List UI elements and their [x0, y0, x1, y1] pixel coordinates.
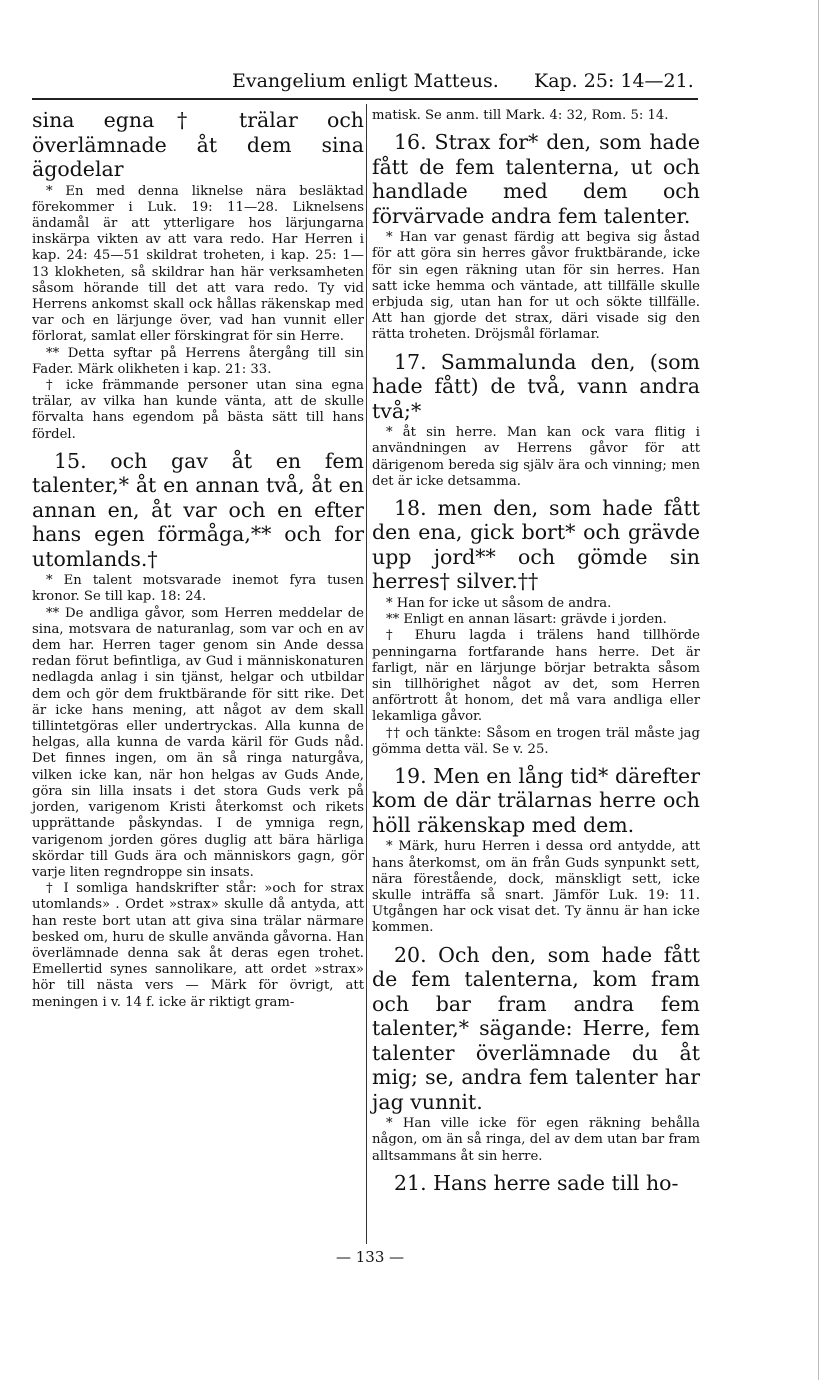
footnote: * En med denna liknelse nära besläktad förekommer i Luk. 19: 11—28. Liknelsens ändamål är att ytterligare hos lärjungarna inskärpa vikten av att vara redo. Har Herren i kap. 24: 45—51 skildrat troheten, i kap. 25: 1—13 klokheten, så skildrar han här verksamheten såsom hörande till det att vara redo. Ty vid Herrens ankomst skall ock hållas räkenskap med var och en lärjunge över, vad han vunnit eller förlorat, samlat eller förskingrat för sin Herre.: [32, 183, 364, 345]
header-rule: [32, 98, 698, 100]
verse-15: 15. och gav åt en fem talenter,* åt en annan två, åt en annan en, åt var och en efter hans egen förmåga,** och for utomlands.†: [32, 448, 364, 571]
verse-19: 19. Men en lång tid* därefter kom de där trälarnas herre och höll räkenskap med dem.: [372, 763, 700, 837]
running-header: [232, 70, 702, 96]
footnote: * En talent motsvarade inemot fyra tusen kronor. Se till kap. 18: 24.: [32, 573, 364, 605]
footnote: ** De andliga gåvor, som Herren meddelar de sina, motsvara de naturanlag, som var och en av dem har. Herren tager genom sin Ande dessa redan förut befintliga, av Gud i människonaturen nedlagda anlag i sin tjänst, helgar och utbildar dem och gör dem fruktbärande för sitt rike. Det är icke hans mening, att något av dem skall tillintetgöras eller undertryckas. Alla kunna de helgas, alla kunna de varda käril för Guds nåd. Det finnes ingen, om än så ringa naturgåva, vilken icke kan, när hon helgas av Guds Ande, göra sin lilla insats i det stora Guds verk på jorden, varigenom Kristi återkomst och rikets upprättande påskyndas. I de ymniga regn, varigenom jorden göres duglig att bära härliga skördar till Guds ära och människors gagn, gör varje liten regndroppe sin insats.: [32, 605, 364, 880]
footnote: ** Enligt en annan läsart: grävde i jorden.: [386, 612, 667, 628]
column-divider: [366, 104, 367, 1244]
right-column: [372, 108, 700, 1197]
footnote: * Han for icke ut såsom de andra.: [386, 595, 612, 611]
header-chapter: Kap. 25: 14—21.: [534, 70, 694, 92]
footnote: ** Detta syftar på Herrens återgång till sin Fader. Märk olikheten i kap. 21: 33.: [32, 345, 364, 377]
footnote: † icke främmande personer utan sina egna trälar, av vilka han kunde vänta, att de skulle förvalta hans egendom på bästa sätt till hans fördel.: [32, 377, 364, 442]
footnote: † Ehuru lagda i trälens hand tillhörde penningarna fortfarande hans herre. Det är farligt, när en lärjunge börjar betrakta såsom sin tillhörighet något av det, som Herren anförtrott åt honom, det må vara andliga eller lekamliga gåvor.: [372, 628, 700, 725]
footnote: * Han ville icke för egen räkning behålla någon, om än så ringa, del av dem utan bar fram alltsammans åt sin herre.: [372, 1116, 700, 1164]
footnote: * åt sin herre. Man kan ock vara flitig i användningen av Herrens gåvor för att därigenom bereda sig själv ära och vinning; men det är icke detsamma.: [372, 425, 700, 489]
footnote: * Märk, huru Herren i dessa ord antydde, att hans återkomst, om än från Guds synpunkt sett, nära förestående, dock, mänskligt sett, icke skulle inträffa så snart. Jämför Luk. 19: 11. Utgången har ock visat det. Ty ännu är han icke kommen.: [372, 839, 700, 936]
verse-21: 21. Hans herre sade till ho-: [394, 1170, 679, 1195]
header-title: Evangelium enligt Matteus.: [232, 70, 499, 92]
left-column: [32, 108, 364, 1011]
verse-17: 17. Sammalunda den, (som hade fått) de två, vann andra två;*: [372, 349, 700, 423]
verse-16: 16. Strax for* den, som hade fått de fem talenterna, ut och handlade med dem och förvärvade andra fem talenter.: [372, 130, 700, 228]
verse-18: 18. men den, som hade fått den ena, gick bort* och grävde upp jord** och gömde sin herres† silver.††: [372, 495, 700, 594]
footnote-continuation: matisk. Se anm. till Mark. 4: 32, Rom. 5: 14.: [372, 108, 669, 123]
verse-20: 20. Och den, som hade fått de fem talenterna, kom fram och bar fram andra fem talenter,* sägande: Herre, fem talenter överlämnade du åt mig; se, andra fem talenter har jag vunnit.: [372, 942, 700, 1114]
page-number: — 133 —: [336, 1248, 405, 1266]
footnote: † I somliga handskrifter står: »och for strax utomlands» . Ordet »strax» skulle då antyda, att han reste bort utan att giva sina trälar närmare besked om, huru de skulle använda gåvorna. Han överlämnade denna sak åt deras egen trohet. Emellertid synes sannolikare, att ordet »strax» hör till nästa vers — Märk för övrigt, att meningen i v. 14 f. icke är riktigt gram-: [32, 881, 364, 1010]
footnote: †† och tänkte: Såsom en trogen träl måste jag gömma detta väl. Se v. 25.: [372, 725, 700, 757]
scan-edge-line: [818, 0, 819, 1380]
footnote: * Han var genast färdig att begiva sig åstad för att göra sin herres gåvor fruktbärande, icke för sin egen räkning utan för sin herres. Han satt icke hemma och väntade, att tillfälle skulle erbjuda sig, utan han for ut och sökte tillfälle. Att han gjorde det strax, däri visade sig den rätta troheten. Dröjsmål förlamar.: [372, 230, 700, 343]
verse-14-continuation: sina egna† trälar och överlämnade åt dem sina ägodelar: [32, 108, 364, 181]
